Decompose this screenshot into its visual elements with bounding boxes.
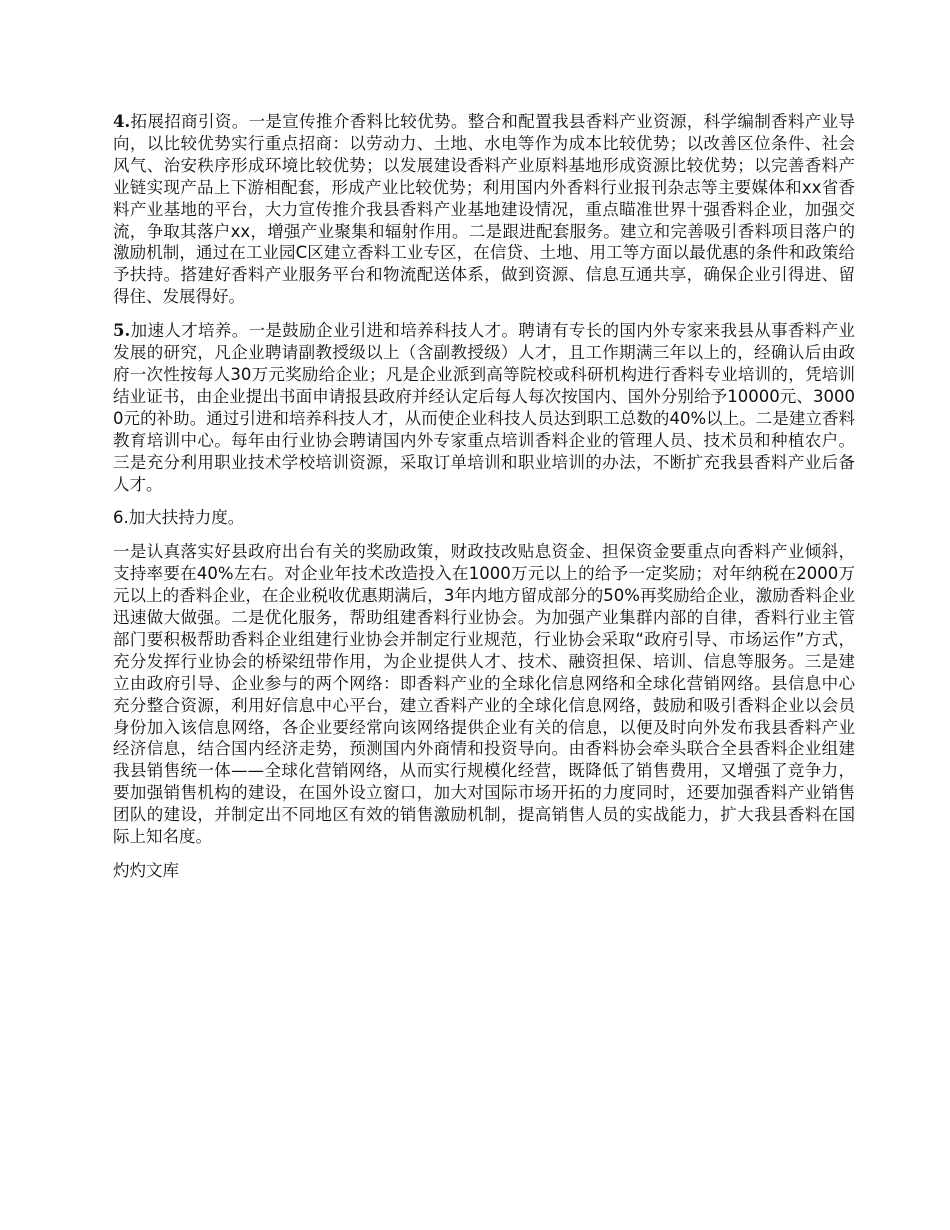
document-page (113, 111, 855, 898)
section-4-paragraph (113, 111, 855, 308)
section-5-number: 5. (113, 321, 131, 341)
section-6-heading: 6.加大扶持力度。 (113, 508, 245, 528)
footer-source-label: 灼灼文库 (113, 861, 179, 880)
section-4-number: 4. (113, 112, 131, 131)
section-4-text: 拓展招商引资。一是宣传推介香料比较优势。整合和配置我县香料产业资源，科学编制香料产业导向，以比较优势实行重点招商：以劳动力、土地、水电等作为成本比较优势；以改善区位条件、社会风气、治安秩序形成环境比较优势；以发展建设香料产业原料基地形成资源比较优势；以完善香料产业链实现产品上下游相配套，形成产业比较优势；利用国内外香料行业报刊杂志等主要媒体和xx省香料产业基地的平台，大力宣传推介我县香料产业基地建设情况，重点瞄准世界十强香料企业，加强交流，争取其落户xx，增强产业聚集和辐射作用。二是跟进配套服务。建立和完善吸引香料项目落户的激励机制，通过在工业园C区建立香料工业专区，在信贷、土地、用工等方面以最优惠的条件和政策给予扶持。搭建好香料产业服务平台和物流配送体系，做到资源、信息互通共享，确保企业引得进、留得住、发展得好。 (113, 112, 855, 307)
section-5-text: 加速人才培养。一是鼓励企业引进和培养科技人才。聘请有专长的国内外专家来我县从事香料产业发展的研究，凡企业聘请副教授级以上（含副教授级）人才，且工作期满三年以上的，经确认后由政府一次性按每人30万元奖励给企业；凡是企业派到高等院校或科研机构进行香料专业培训的，凭培训结业证书，由企业提出书面申请报县政府并经认定后每人每次按国内、国外分别给予10000元、30000元的补助。通过引进和培养科技人才，从而使企业科技人员达到职工总数的40%以上。二是建立香料教育培训中心。每年由行业协会聘请国内外专家重点培训香料企业的管理人员、技术员和种植农户。三是充分利用职业技术学校培训资源，采取订单培训和职业培训的办法，不断扩充我县香料产业后备人才。 (113, 321, 855, 494)
section-6-paragraph: 一是认真落实好县政府出台有关的奖励政策，财政技改贴息资金、担保资金要重点向香料产业倾斜，支持率要在40%左右。对企业年技术改造投入在1000万元以上的给予一定奖励；对年纳税在2000万元以上的香料企业，在企业税收优惠期满后，3年内地方留成部分的50%再奖励给企业，激励香料企业迅速做大做强。二是优化服务，帮助组建香料行业协会。为加强产业集群内部的自律，香料行业主管部门要积极帮助香料企业组建行业协会并制定行业规范，行业协会采取“政府引导、市场运作”方式，充分发挥行业协会的桥梁纽带作用，为企业提供人才、技术、融资担保、培训、信息等服务。三是建立由政府引导、企业参与的两个网络：即香料产业的全球化信息网络和全球化营销网络。县信息中心充分整合资源，利用好信息中心平台，建立香料产业的全球化信息网络，鼓励和吸引香料企业以会员身份加入该信息网络，各企业要经常向该网络提供企业有关的信息，以便及时向外发布我县香料产业经济信息，结合国内经济走势，预测国内外商情和投资导向。由香料协会牵头联合全县香料企业组建我县销售统一体——全球化营销网络，从而实行规模化经营，既降低了销售费用，又增强了竞争力，要加强销售机构的建设，在国外设立窗口，加大对国际市场开拓的力度同时，还要加强香料产业销售团队的建设，并制定出不同地区有效的销售激励机制，提高销售人员的实战能力，扩大我县香料在国际上知名度。 (113, 542, 855, 847)
section-5-paragraph (113, 320, 855, 495)
